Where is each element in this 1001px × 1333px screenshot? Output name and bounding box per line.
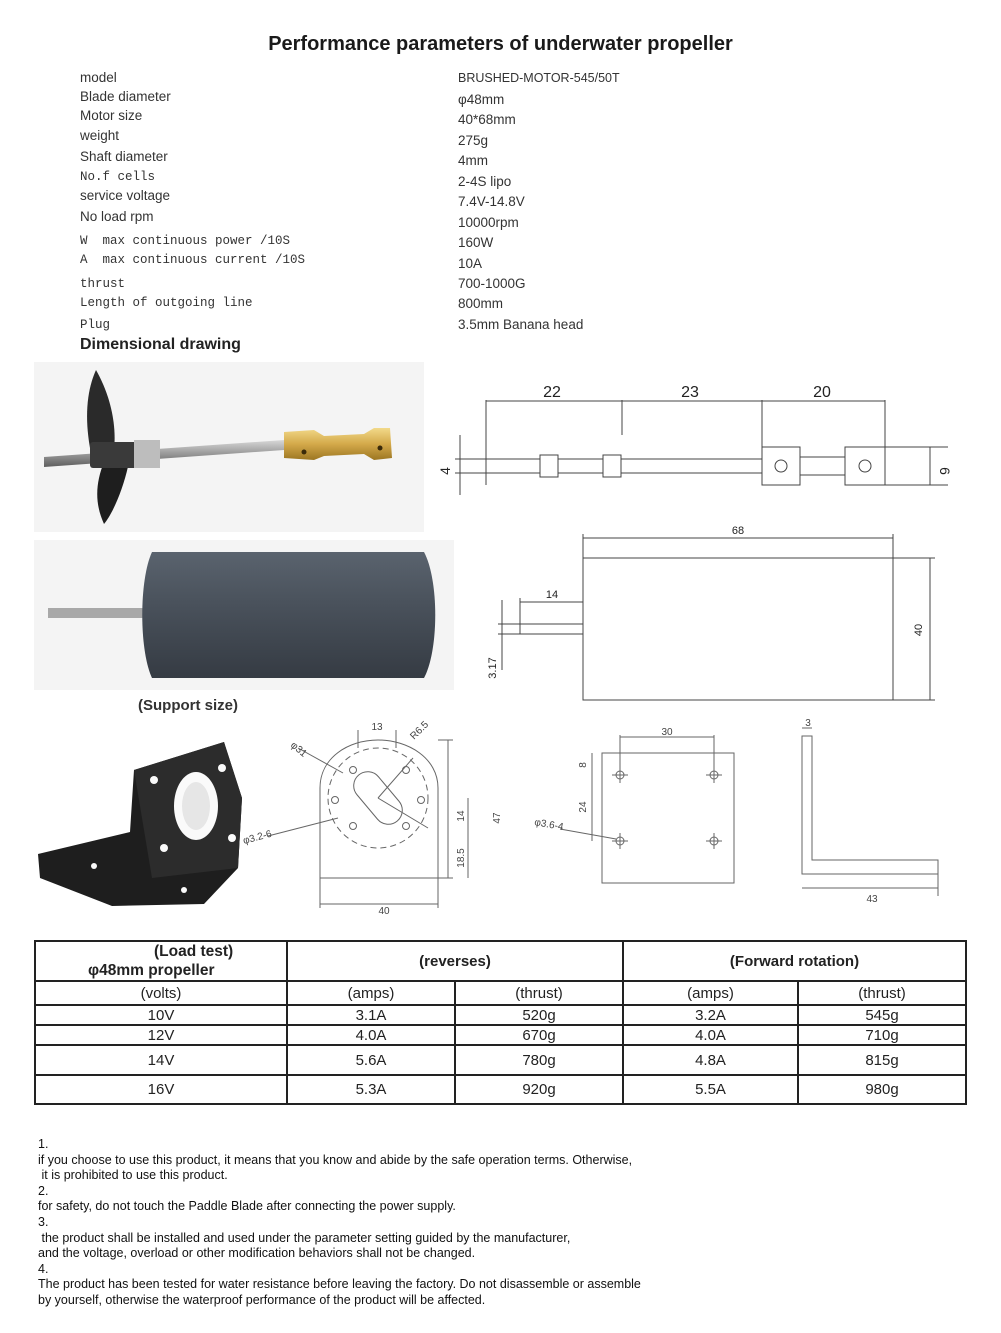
dim-22: 22	[543, 384, 561, 401]
cell: 5.3A	[287, 1075, 455, 1104]
note-line: it is prohibited to use this product.	[38, 1168, 228, 1183]
support-size-heading: (Support size)	[138, 697, 238, 714]
table-subheader-row	[35, 981, 966, 1005]
cell: 5.6A	[287, 1045, 455, 1075]
dimensional-drawing-heading: Dimensional drawing	[80, 336, 241, 353]
table-row	[35, 1075, 966, 1104]
volts-header: (volts)	[35, 981, 287, 1005]
table-row	[35, 1045, 966, 1075]
dim-40b: 40	[378, 906, 390, 917]
spec-name: Shaft diameter	[80, 149, 168, 164]
cell: 3.2A	[623, 1005, 798, 1025]
rev-amps-header: (amps)	[287, 981, 455, 1005]
cell: 520g	[455, 1005, 623, 1025]
note-line: and the voltage, overload or other modification behaviors shall not be changed.	[38, 1246, 476, 1261]
spec-name: thrust	[80, 277, 126, 291]
spec-value: 7.4V-14.8V	[458, 194, 525, 209]
spec-name: Motor size	[80, 108, 143, 123]
dim-43: 43	[866, 894, 878, 905]
note-line: 1.	[38, 1137, 49, 1151]
spec-name: Plug	[80, 318, 111, 332]
motor-dimension-drawing	[480, 520, 960, 710]
spec-name: No load rpm	[80, 209, 154, 224]
cell: 980g	[798, 1075, 966, 1104]
spec-name: W max continuous power /10S	[80, 234, 291, 248]
spec-value: BRUSHED-MOTOR-545/50T	[458, 71, 620, 85]
spec-name: No.f cells	[80, 170, 156, 184]
dim-23: 23	[681, 384, 699, 401]
cell: 5.5A	[623, 1075, 798, 1104]
note-line: 3.	[38, 1214, 49, 1229]
spec-value: 4mm	[458, 153, 488, 168]
cell: 4.8A	[623, 1045, 798, 1075]
cell: 14V	[35, 1045, 287, 1075]
dim-r6-5: R6.5	[408, 719, 432, 743]
dim-6: 6	[937, 467, 953, 475]
cell: 710g	[798, 1025, 966, 1045]
spec-value: φ48mm	[458, 92, 505, 107]
forward-header: (Forward rotation)	[623, 941, 966, 981]
cell: 545g	[798, 1005, 966, 1025]
spec-value: 10A	[458, 256, 483, 271]
spec-name: A max continuous current /10S	[80, 253, 306, 267]
dim-40: 40	[913, 623, 925, 637]
table-row	[35, 1025, 966, 1045]
spec-value: 800mm	[458, 296, 504, 311]
spec-value: 2-4S lipo	[458, 174, 512, 189]
dim-d31: φ31	[288, 739, 309, 760]
spec-name: service voltage	[80, 188, 171, 203]
page-title: Performance parameters of underwater propeller	[268, 33, 733, 55]
dim-hole-3-6: φ3.6-4	[533, 817, 565, 834]
dim-4: 4	[437, 467, 453, 475]
fwd-amps-header: (amps)	[623, 981, 798, 1005]
cell: 3.1A	[287, 1005, 455, 1025]
dim-47: 47	[492, 812, 503, 824]
spec-value: 275g	[458, 133, 489, 148]
table-row	[35, 1005, 966, 1025]
cell: 670g	[455, 1025, 623, 1045]
motor-image	[34, 540, 454, 690]
load-test-header	[35, 941, 287, 981]
load-test-table	[34, 940, 967, 1105]
cell: 4.0A	[623, 1025, 798, 1045]
dim-20: 20	[813, 384, 831, 401]
dim-13: 13	[371, 722, 383, 733]
spec-name: Length of outgoing line	[80, 296, 253, 310]
spec-value: 3.5mm Banana head	[458, 317, 584, 332]
cell: 815g	[798, 1045, 966, 1075]
note-line: if you choose to use this product, it means that you know and abide by the safe operation terms. Otherwise,	[38, 1152, 633, 1167]
note-line: by yourself, otherwise the waterproof performance of the product will be affected.	[38, 1292, 486, 1307]
spec-value: 700-1000G	[458, 276, 526, 291]
dim-68: 68	[731, 525, 745, 537]
spec-value: 40*68mm	[458, 112, 516, 127]
cell: 780g	[455, 1045, 623, 1075]
dim-24: 24	[578, 801, 589, 813]
table-header-row	[35, 941, 966, 981]
dim-14: 14	[545, 589, 559, 601]
dim-14b: 14	[456, 810, 467, 822]
dim-hole: φ3.2-6	[241, 828, 274, 847]
cell: 920g	[455, 1075, 623, 1104]
cell: 4.0A	[287, 1025, 455, 1045]
dim-30: 30	[661, 727, 673, 738]
shaft-dimension-drawing	[437, 375, 960, 500]
note-line: 4.	[38, 1261, 49, 1276]
spec-name: model	[80, 70, 117, 85]
load-test-label: (Load test)	[154, 943, 234, 960]
fwd-thrust-header: (thrust)	[798, 981, 966, 1005]
cell: 16V	[35, 1075, 287, 1104]
dim-3: 3	[805, 718, 811, 729]
bracket-front-drawing	[238, 718, 528, 918]
bracket-image	[34, 728, 249, 918]
dim-8: 8	[578, 762, 589, 768]
spec-name: Blade diameter	[80, 89, 171, 104]
note-line: The product has been tested for water resistance before leaving the factory. Do not disassemble or assemble	[38, 1277, 641, 1292]
spec-value: 10000rpm	[458, 215, 519, 230]
dim-3-17: 3.17	[487, 657, 499, 679]
reverses-header: (reverses)	[287, 941, 623, 981]
rev-thrust-header: (thrust)	[455, 981, 623, 1005]
spec-name: weight	[80, 128, 120, 143]
note-line: for safety, do not touch the Paddle Blade after connecting the power supply.	[38, 1199, 456, 1214]
safety-notes	[38, 1137, 938, 1309]
spec-value: 160W	[458, 235, 494, 250]
bracket-plate-drawing	[530, 725, 745, 890]
propeller-label: φ48mm propeller	[88, 962, 215, 979]
propeller-shaft-image	[34, 362, 424, 532]
note-line: 2.	[38, 1183, 49, 1198]
cell: 12V	[35, 1025, 287, 1045]
bracket-side-drawing	[790, 718, 950, 908]
note-line: the product shall be installed and used under the parameter setting guided by the manufacturer,	[38, 1230, 571, 1245]
cell: 10V	[35, 1005, 287, 1025]
dim-18-5: 18.5	[456, 848, 467, 868]
